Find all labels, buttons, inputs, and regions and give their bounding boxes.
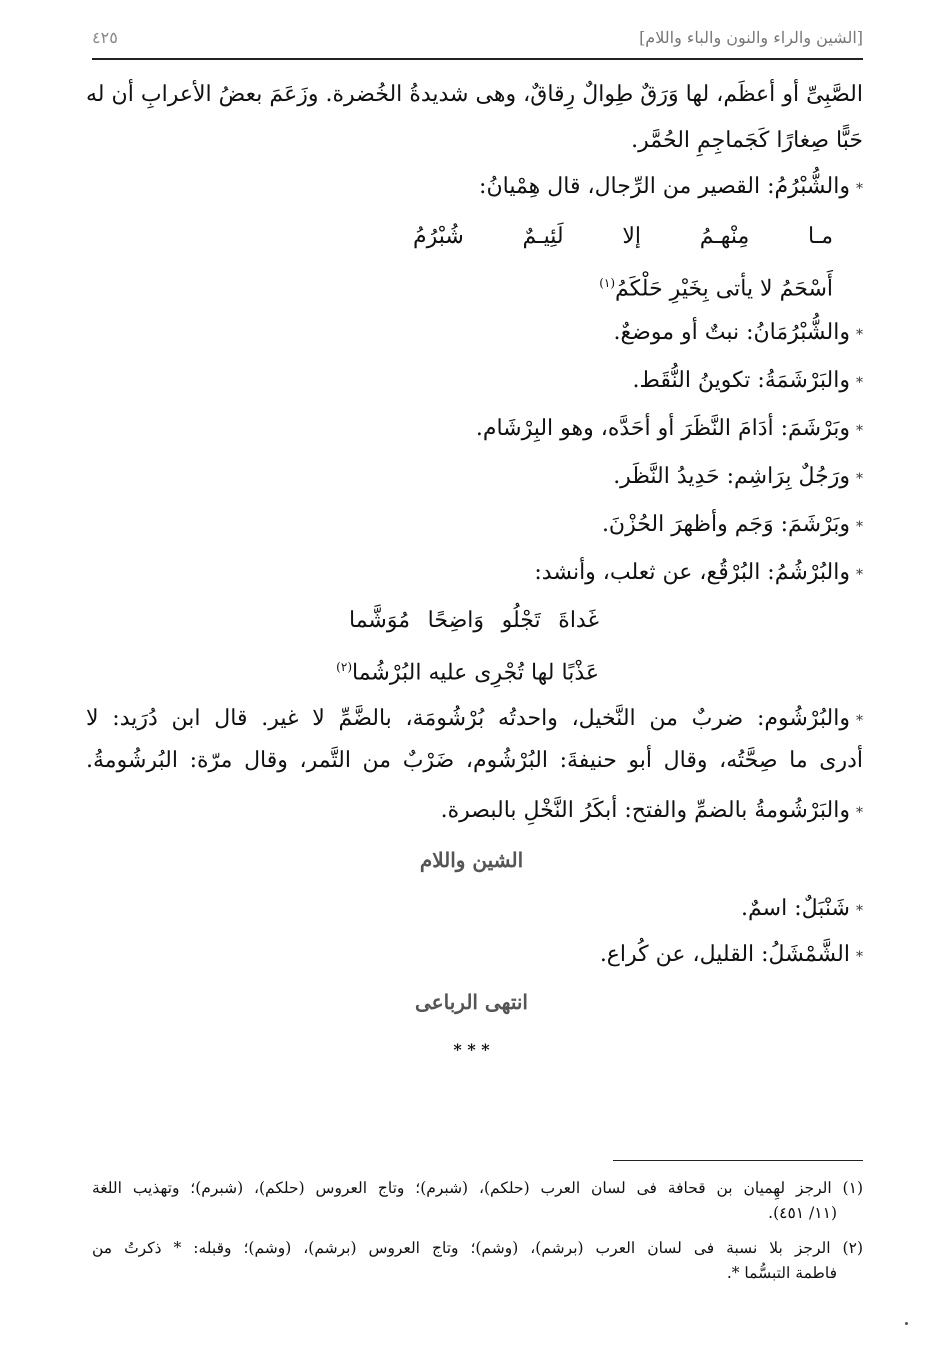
footnote-ref: (٢) bbox=[336, 660, 352, 674]
entry-star: * bbox=[856, 519, 863, 535]
entry-line: *والشُّبْرُمُ: القصير من الرِّجال، قال هِمْيانُ: bbox=[479, 174, 863, 199]
entry-star: * bbox=[856, 903, 863, 919]
entry-line: *والبَرْشُومةُ بالضمِّ والفتح: أبكَرُ النَّخْلِ بالبصرة. bbox=[440, 798, 863, 823]
entry-line: *والبُرْشُوم: ضربٌ من النَّخيل، واحدتُه بُرْشُومَة، بالضَّمِّ لا غير. قال ابن دُرَيد: لا bbox=[86, 706, 863, 731]
entry-star: * bbox=[856, 375, 863, 391]
entry-star: * bbox=[856, 567, 863, 583]
entry-star: * bbox=[856, 423, 863, 439]
text-line: الصَّبِىِّ أو أعظَم، لها وَرَقٌ طِوالٌ رِقاقٌ، وهى شديدةُ الخُضرة. وزَعَمَ بعضُ الأعرابِ أن له bbox=[86, 82, 863, 107]
entry-star: * bbox=[856, 327, 863, 343]
scan-speck bbox=[905, 1322, 908, 1325]
footnote-2: (٢) الرجز بلا نسبة فى لسان العرب (برشم)، (وشم)؛ وتاج العروس (برشم)، (وشم)؛ وقبله: * ذكرتُ من فاطمة التبسُّما *. bbox=[92, 1239, 863, 1282]
end-heading: انتهى الرباعى bbox=[415, 990, 528, 1014]
entry-star: * bbox=[856, 805, 863, 821]
footnote-rule bbox=[613, 1160, 863, 1161]
entry-line: *والشُّبْرُمَانُ: نبتٌ أو موضعٌ. bbox=[613, 320, 863, 345]
verse-line: مـا مِنْهـمُ إلا لَئِيـمٌ شُبْرُمُ bbox=[413, 224, 833, 249]
entry-line: *ورَجُلٌ بِرَاشِم: حَدِيدُ النَّظَر. bbox=[613, 464, 863, 489]
end-mark: * * * bbox=[453, 1040, 490, 1059]
entry-star: * bbox=[856, 471, 863, 487]
text-line: حَبًّا صِغارًا كَجَماجِمِ الحُمَّر. bbox=[631, 128, 863, 153]
footnote-1: (١) الرجز لهِميان بن قحافة فى لسان العرب (حلكم)، (شبرم)؛ وتاج العروس (حلكم)، (شبرم)؛ وتهذيب اللغة (١١/ ٤٥١). bbox=[92, 1179, 863, 1222]
verse-line: عَذْبًا لها تُجْرِى عليه البُرْشُما$^{(٢)}$ bbox=[336, 660, 599, 686]
text-line: أدرى ما صِحَّتُه، وقال أبو حنيفةَ: البُرْشُوم، ضَرْبٌ من التَّمر، وقال مرّة: البُرشُومةُ. bbox=[86, 748, 863, 773]
section-heading: الشين واللام bbox=[419, 848, 524, 872]
header-rule bbox=[92, 58, 863, 60]
entry-line: *وبَرْشَمَ: أدَامَ النَّظَرَ أو أحَدَّه، وهو البِرْشَام. bbox=[475, 416, 863, 441]
verse-line: أَسْحَمُ لا يأتى بِخَيْرِ حَلْكَمُ$^{(١)}$ bbox=[599, 276, 833, 302]
entry-star: * bbox=[856, 181, 863, 197]
entry-star: * bbox=[856, 713, 863, 729]
entry-line: *والبَرْشَمَةُ: تكوينُ النُّقَط. bbox=[632, 368, 863, 393]
entry-line: *والبُرْشُمُ: البُرْقُع، عن ثعلب، وأنشد: bbox=[534, 560, 863, 585]
entry-line: *شَنْبَلٌ: اسمٌ. bbox=[741, 896, 863, 921]
entry-line: *وبَرْشَمَ: وَجَم وأظهرَ الحُزْنَ. bbox=[601, 512, 863, 537]
verse-line: غَداةَ تَجْلُو وَاضِحًا مُوَشَّما bbox=[349, 608, 599, 633]
running-head: [الشين والراء والنون والباء واللام] bbox=[639, 28, 863, 47]
page-header bbox=[92, 20, 863, 60]
entry-line: *الشَّمْشَلُ: القليل، عن كُراع. bbox=[599, 942, 863, 967]
entry-star: * bbox=[856, 949, 863, 965]
footnote-ref: (١) bbox=[599, 276, 616, 290]
page-number: ٤٢٥ bbox=[92, 28, 118, 47]
